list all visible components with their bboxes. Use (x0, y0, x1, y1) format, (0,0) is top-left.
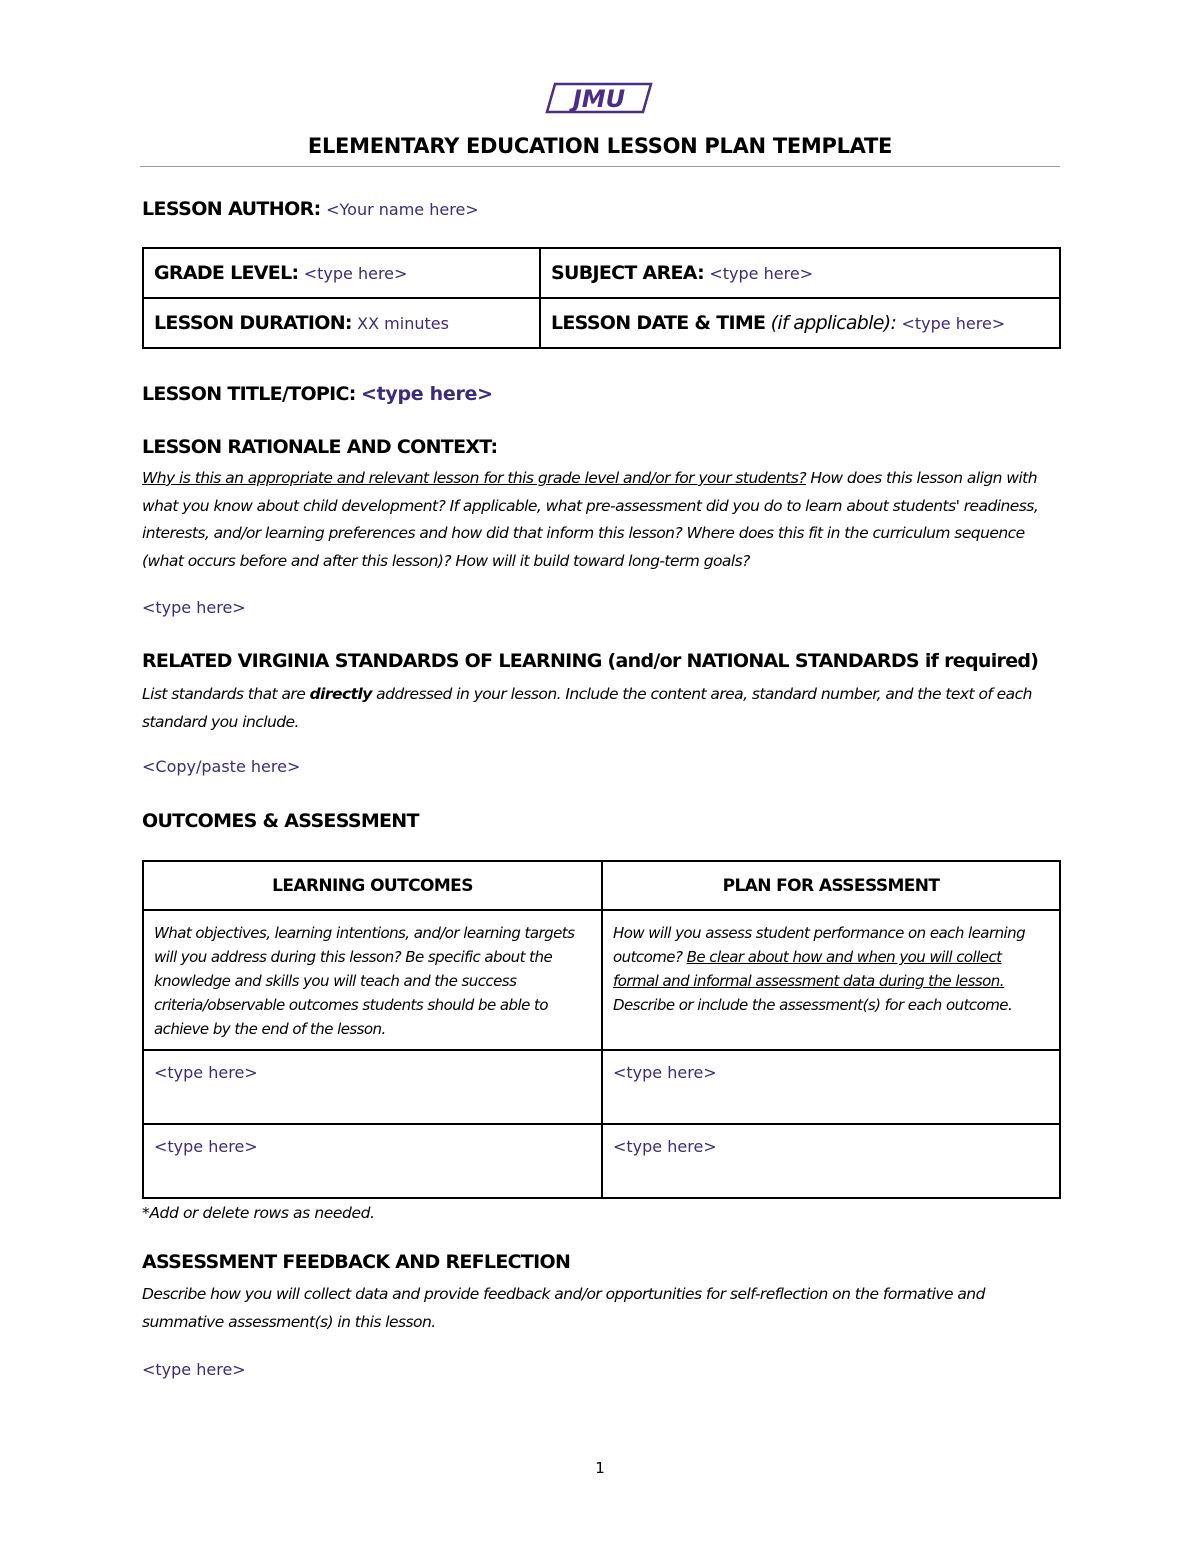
outcomes-assessment-table (142, 860, 1061, 1199)
table-row (143, 1124, 1060, 1198)
outcome-input[interactable]: <type here> (143, 1050, 602, 1124)
outcomes-heading: OUTCOMES & ASSESSMENT (142, 810, 419, 832)
subject-area-cell (540, 248, 1060, 298)
lesson-date-input[interactable]: <type here> (901, 314, 1006, 333)
assessment-input[interactable]: <type here> (602, 1050, 1060, 1124)
learning-outcomes-description: What objectives, learning intentions, and/or learning targets will you address during this lesson? Be specific about the knowledge and skills you will teach and the success criteria/observable outcomes students should be able to achieve by the end of the lesson. (143, 910, 602, 1050)
topic-label: LESSON TITLE/TOPIC: (142, 383, 356, 405)
logo-text: JMU (572, 85, 626, 113)
rationale-question-underlined: Why is this an appropriate and relevant lesson for this grade level and/or for your students? (142, 469, 807, 487)
grade-level-input[interactable]: <type here> (303, 264, 408, 283)
lesson-duration-input[interactable]: XX minutes (357, 314, 449, 333)
outcome-input[interactable]: <type here> (143, 1124, 602, 1198)
subject-area-input[interactable]: <type here> (709, 264, 814, 283)
plan-for-assessment-header: PLAN FOR ASSESSMENT (602, 861, 1060, 910)
feedback-instructions: Describe how you will collect data and provide feedback and/or opportunities for self-reflection on the formative and summative assessment(s) in this lesson. (142, 1285, 985, 1331)
author-input[interactable]: <Your name here> (326, 200, 479, 219)
lesson-date-note: (if applicable): (770, 312, 897, 334)
feedback-input[interactable]: <type here> (142, 1360, 246, 1379)
feedback-heading: ASSESSMENT FEEDBACK AND REFLECTION (142, 1251, 571, 1273)
rationale-instructions (142, 465, 1062, 575)
lesson-date-cell (540, 298, 1060, 348)
jmu-logo (545, 80, 655, 116)
rationale-input[interactable]: <type here> (142, 598, 246, 617)
assessment-input[interactable]: <type here> (602, 1124, 1060, 1198)
lesson-topic (142, 383, 493, 405)
lesson-date-label: LESSON DATE & TIME (551, 312, 766, 334)
title-divider (140, 166, 1060, 167)
assessment-desc-end: Describe or include the assessment(s) for each outcome. (613, 996, 1013, 1014)
assessment-desc-start: How will you assess student performance on each learning outcome? (613, 924, 1026, 966)
standards-input[interactable]: <Copy/paste here> (142, 757, 301, 776)
subject-area-label: SUBJECT AREA: (551, 262, 705, 284)
standards-text-emphasis: directly (309, 685, 372, 703)
standards-instructions (142, 680, 1062, 736)
lesson-duration-cell (143, 298, 540, 348)
standards-text-end: addressed in your lesson. Include the content area, standard number, and the text of each standard you include. (142, 685, 1032, 731)
learning-outcomes-header: LEARNING OUTCOMES (143, 861, 602, 910)
author-label: LESSON AUTHOR: (142, 198, 321, 220)
lesson-duration-label: LESSON DURATION: (154, 312, 352, 334)
grade-level-cell (143, 248, 540, 298)
page-number: 1 (595, 1459, 605, 1477)
topic-input[interactable]: <type here> (360, 383, 493, 405)
document-title: ELEMENTARY EDUCATION LESSON PLAN TEMPLATE (307, 134, 893, 158)
table-row (143, 1050, 1060, 1124)
lesson-info-table (142, 247, 1061, 349)
standards-heading: RELATED VIRGINIA STANDARDS OF LEARNING (and/or NATIONAL STANDARDS if required) (142, 650, 1039, 672)
rationale-heading: LESSON RATIONALE AND CONTEXT: (142, 436, 498, 458)
standards-text-start: List standards that are (142, 685, 310, 703)
lesson-author (142, 198, 479, 220)
grade-level-label: GRADE LEVEL: (154, 262, 299, 284)
rationale-question-rest: How does this lesson align with what you know about child development? If applicable, what pre-assessment did you do to learn about students' readiness, interests, and/or learning preferences and how did that inform this lesson? Where does this fit in the curriculum sequence (what occurs before and after this lesson)? How will it build toward long-term goals? (142, 469, 1039, 570)
rows-note: *Add or delete rows as needed. (142, 1204, 375, 1222)
assessment-description (602, 910, 1060, 1050)
assessment-desc-underlined: Be clear about how and when you will collect formal and informal assessment data during the lesson. (613, 948, 1004, 990)
